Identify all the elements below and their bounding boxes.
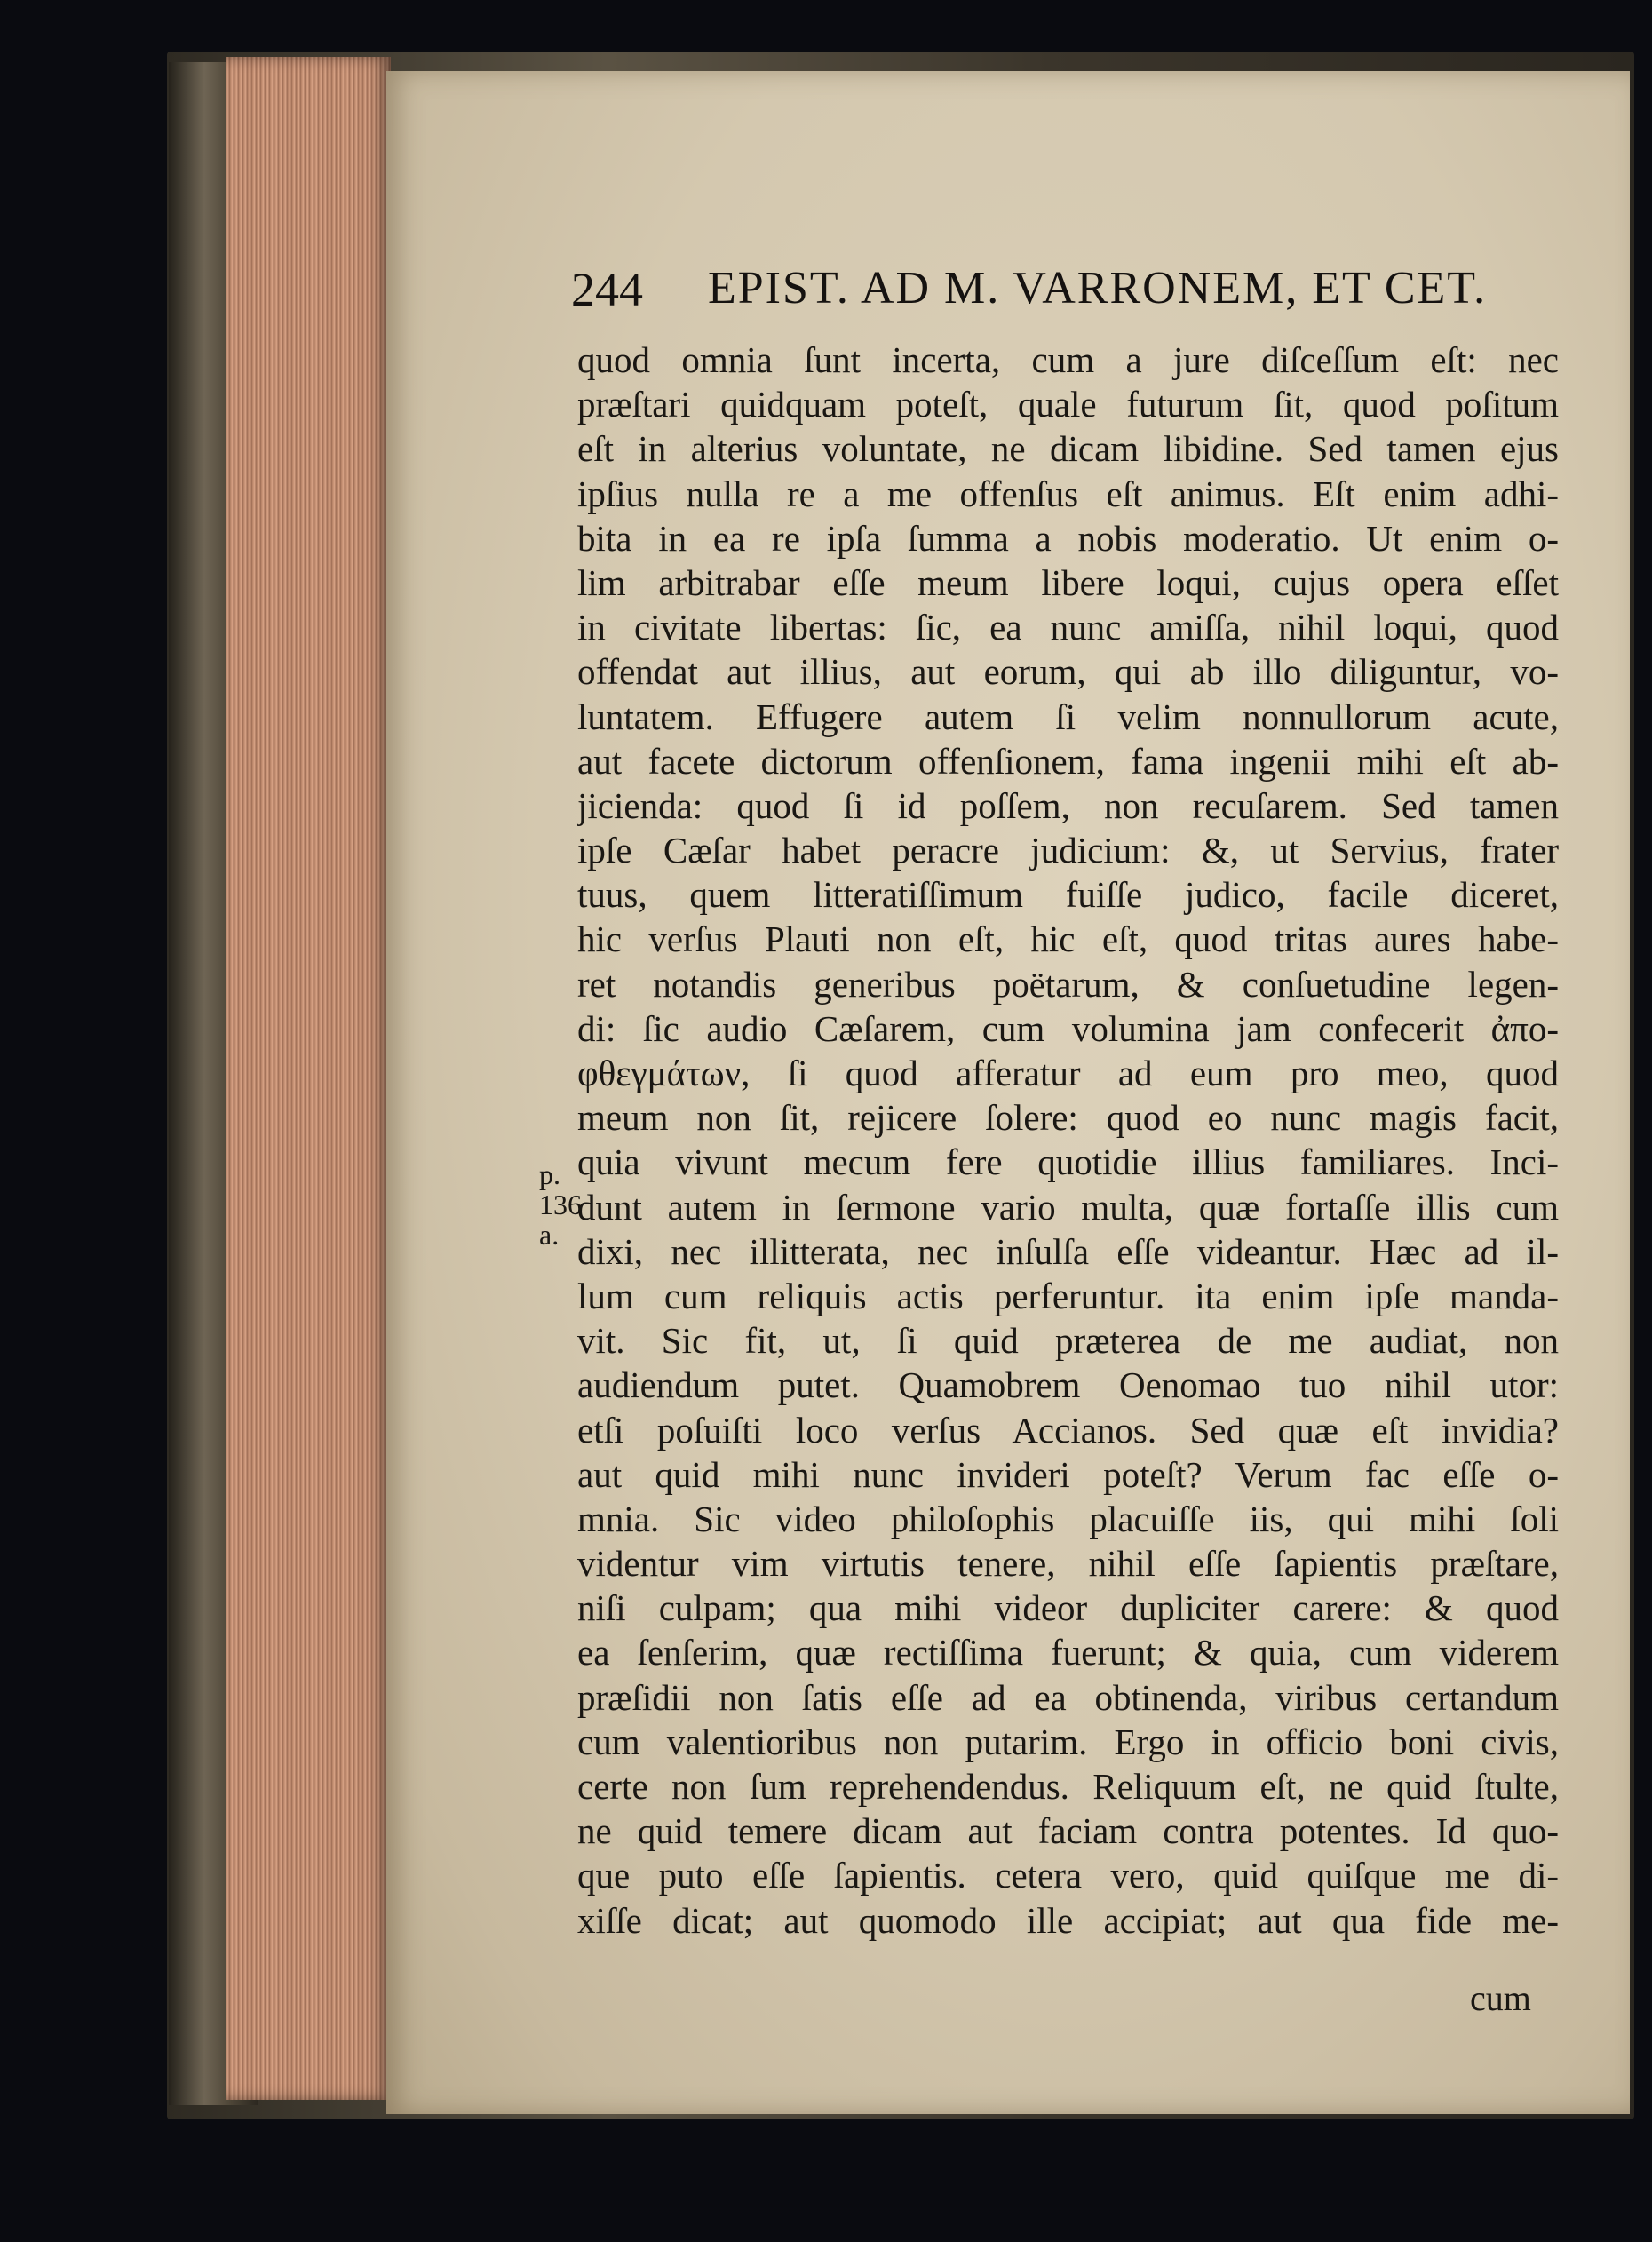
body-text — [577, 338, 1559, 1943]
margin-note-a: a. — [539, 1219, 560, 1251]
text-line: xiſſe dicat; aut quomodo ille accipiat; aut qua fide me- — [577, 1899, 1559, 1941]
text-line: meum non ſit, rejicere ſolere: quod eo nunc magis facit, — [577, 1097, 1559, 1139]
page-edges — [226, 57, 391, 2100]
text-line: aut quid mihi nunc invideri poteſt? Verum fac eſſe o- — [577, 1453, 1559, 1495]
text-line: niſi culpam; qua mihi videor dupliciter carere: & quod — [577, 1587, 1559, 1629]
text-line: hic verſus Plauti non eſt, hic eſt, quod tritas aures habe- — [577, 918, 1559, 960]
text-line: lum cum reliquis actis perferuntur. ita enim ipſe manda- — [577, 1275, 1559, 1316]
text-line: ea ſenſerim, quæ rectiſſima fuerunt; & quia, cum viderem — [577, 1632, 1559, 1674]
text-line: ne quid temere dicam aut faciam contra potentes. Id quo- — [577, 1810, 1559, 1852]
book-page — [386, 71, 1630, 2114]
text-line: tuus, quem litteratiſſimum fuiſſe judico, facile diceret, — [577, 874, 1559, 916]
text-line: φθεγμάτων, ſi quod afferatur ad eum pro meo, quod — [577, 1053, 1559, 1093]
text-line: jicienda: quod ſi id poſſem, non recuſarem. Sed tamen — [577, 784, 1559, 826]
text-line: ipſius nulla re a me offenſus eſt animus. Eſt enim adhi- — [577, 473, 1559, 514]
text-line: certe non ſum reprehendendus. Reliquum eſt, ne quid ſtulte, — [577, 1766, 1559, 1807]
text-line: præſidii non ſatis eſſe ad ea obtinenda, viribus certandum — [577, 1676, 1559, 1718]
page-header — [386, 262, 1630, 315]
text-line: præſtari quidquam poteſt, quale futurum ſit, quod poſitum — [577, 384, 1559, 425]
text-line: luntatem. Effugere autem ſi velim nonnullorum acute, — [577, 696, 1559, 737]
text-line: eſt in alterius voluntate, ne dicam libidine. Sed tamen ejus — [577, 428, 1559, 470]
running-title: EPIST. AD M. VARRONEM, ET CET. — [708, 263, 1488, 314]
text-line: in civitate libertas: ſic, ea nunc amiſſa, nihil loqui, quod — [577, 607, 1559, 648]
text-line: mnia. Sic video philoſophis placuiſſe iis, qui mihi ſoli — [577, 1498, 1559, 1539]
text-line: videntur vim virtutis tenere, nihil eſſe ſapientis præſtare, — [577, 1543, 1559, 1585]
margin-note-number: 136 — [539, 1189, 582, 1220]
text-line: offendat aut illius, aut eorum, qui ab illo diliguntur, vo- — [577, 651, 1559, 693]
margin-note-p: p. — [539, 1158, 560, 1190]
text-line: cum valentioribus non putarim. Ergo in officio boni civis, — [577, 1721, 1559, 1762]
catchword: cum — [1470, 1978, 1531, 2018]
text-line: lim arbitrabar eſſe meum libere loqui, cujus opera eſſet — [577, 561, 1559, 603]
text-line: bita in ea re ipſa ſumma a nobis moderatio. Ut enim o- — [577, 517, 1559, 559]
text-line: dixi, nec illitterata, nec inſulſa eſſe videantur. Hæc ad il- — [577, 1230, 1559, 1272]
text-line: que puto eſſe ſapientis. cetera vero, quid quiſque me di- — [577, 1855, 1559, 1896]
text-line: quia vivunt mecum fere quotidie illius familiares. Inci- — [577, 1141, 1559, 1183]
text-line: ret notandis generibus poëtarum, & conſuetudine legen- — [577, 963, 1559, 1005]
text-line: quod omnia ſunt incerta, cum a jure diſceſſum eſt: nec — [577, 339, 1559, 380]
text-line: aut facete dictorum offenſionem, fama ingenii mihi eſt ab- — [577, 740, 1559, 782]
page-number: 244 — [571, 263, 643, 316]
text-line: ipſe Cæſar habet peracre judicium: &, ut Servius, frater — [577, 830, 1559, 871]
text-line: vit. Sic fit, ut, ſi quid præterea de me audiat, non — [577, 1320, 1559, 1362]
text-line: etſi poſuiſti loco verſus Accianos. Sed quæ eſt invidia? — [577, 1409, 1559, 1451]
text-line: dunt autem in ſermone vario multa, quæ fortaſſe illis cum — [577, 1186, 1559, 1228]
text-line: di: ſic audio Cæſarem, cum volumina jam confecerit ἀπο- — [577, 1007, 1559, 1049]
text-line: audiendum putet. Quamobrem Oenomao tuo nihil utor: — [577, 1364, 1559, 1406]
